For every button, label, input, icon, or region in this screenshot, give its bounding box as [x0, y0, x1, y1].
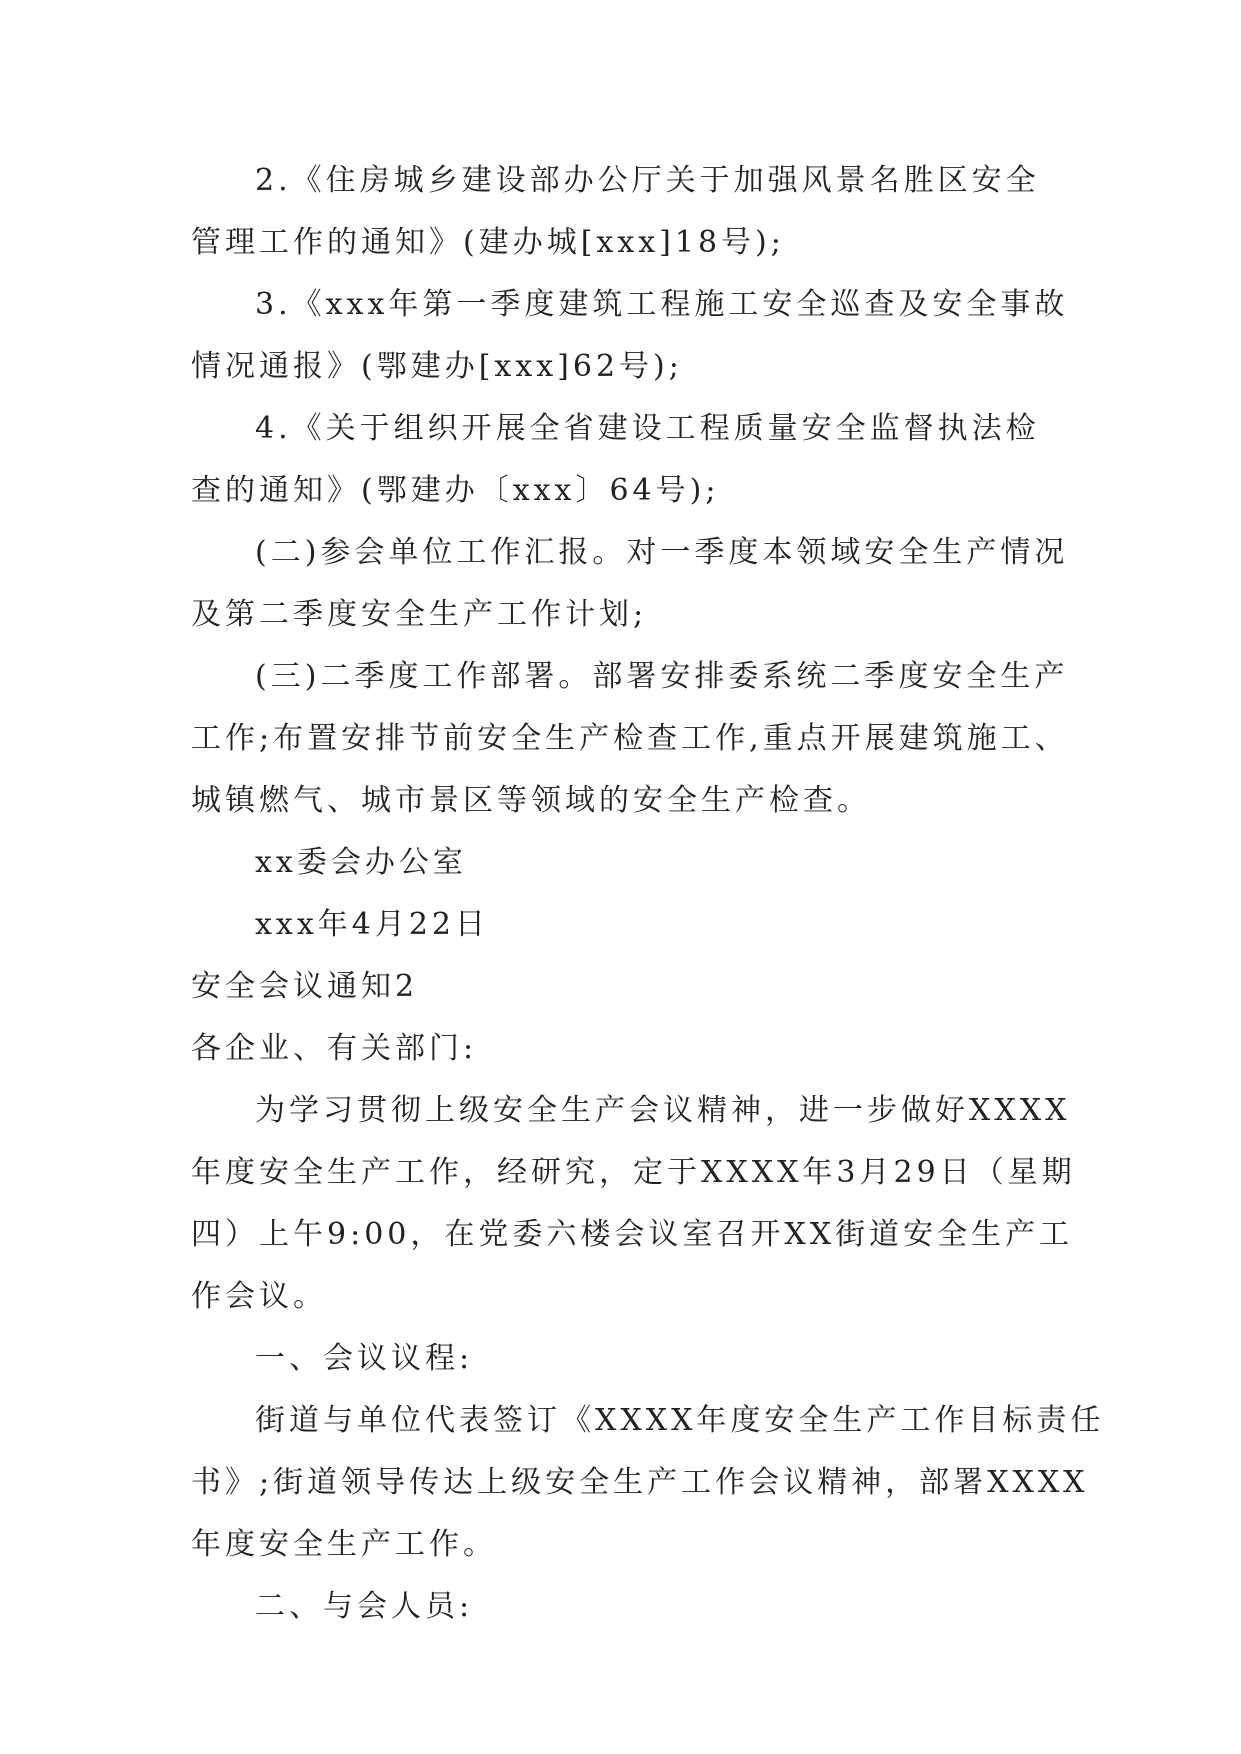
agenda-heading: 一、会议议程:	[255, 1341, 474, 1376]
text-line: 及第二季度安全生产工作计划;	[191, 597, 648, 632]
text-line: 3.《xxx年第一季度建筑工程施工安全巡查及安全事故	[255, 287, 1069, 322]
text-line: 年度安全生产工作，经研究，定于XXXX年3月29日（星期	[191, 1155, 1076, 1190]
text-line: 情况通报》(鄂建办[xxx]62号);	[191, 349, 683, 384]
text-line: 书》;街道领导传达上级安全生产工作会议精神，部署XXXX	[191, 1465, 1089, 1500]
text-line: 2.《住房城乡建设部办公厅关于加强风景名胜区安全	[255, 163, 1040, 198]
text-line: 工作;布置安排节前安全生产检查工作,重点开展建筑施工、	[191, 721, 1069, 756]
salutation: 各企业、有关部门:	[191, 1031, 478, 1066]
text-line: 管理工作的通知》(建办城[xxx]18号);	[191, 225, 785, 260]
text-line: 作会议。	[191, 1279, 327, 1314]
section-title: 安全会议通知2	[191, 969, 419, 1004]
text-line: 年度安全生产工作。	[191, 1527, 497, 1562]
document-body	[191, 150, 1105, 1638]
text-line: (二)参会单位工作汇报。对一季度本领域安全生产情况	[255, 535, 1069, 570]
text-line: 为学习贯彻上级安全生产会议精神，进一步做好XXXX	[255, 1093, 1071, 1128]
text-line: 查的通知》(鄂建办〔xxx〕64号);	[191, 473, 720, 508]
text-line: 四）上午9:00，在党委六楼会议室召开XX街道安全生产工	[191, 1217, 1074, 1252]
text-line: 城镇燃气、城市景区等领域的安全生产检查。	[191, 783, 871, 818]
text-line: 街道与单位代表签订《XXXX年度安全生产工作目标责任	[255, 1403, 1105, 1438]
signature-date: xxx年4月22日	[255, 907, 490, 942]
text-line: (三)二季度工作部署。部署安排委系统二季度安全生产	[255, 659, 1069, 694]
signature-office: xx委会办公室	[255, 845, 467, 880]
text-line: 4.《关于组织开展全省建设工程质量安全监督执法检	[255, 411, 1040, 446]
attendees-heading: 二、与会人员:	[255, 1589, 474, 1624]
